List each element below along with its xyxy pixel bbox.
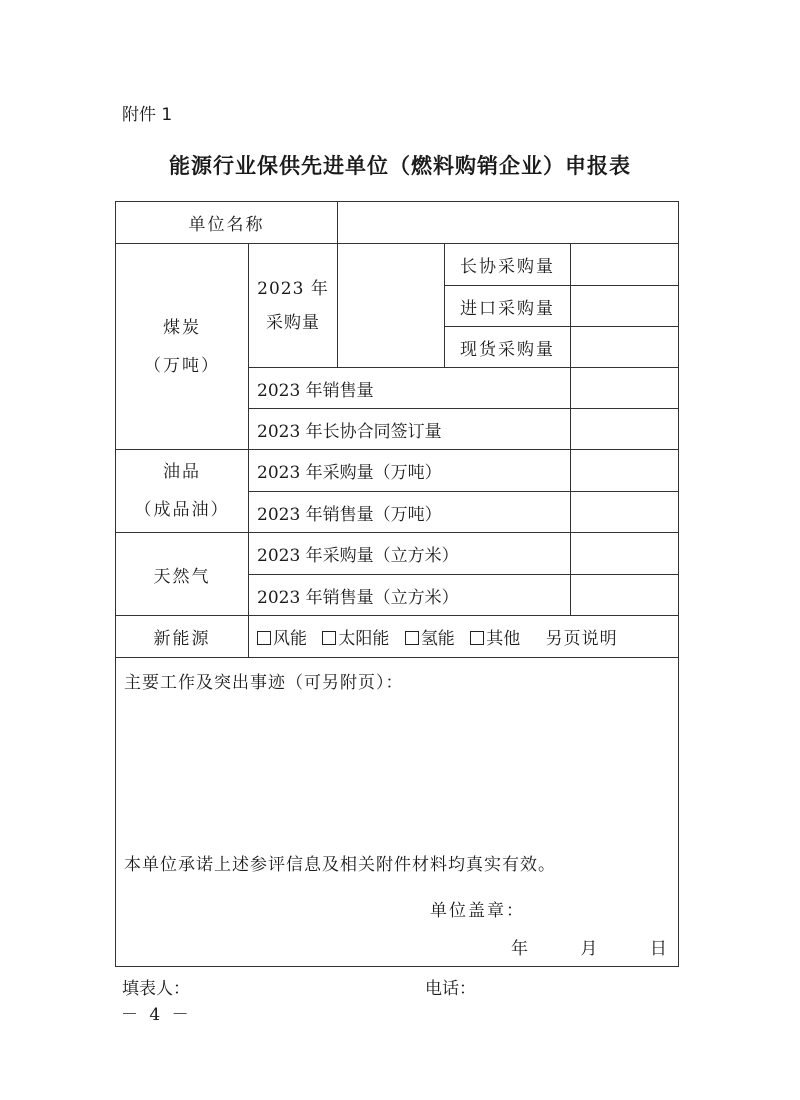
coal-purchase-label: 采购量 [266, 312, 320, 333]
coal-category-cell [116, 244, 249, 450]
coal-purchase-label-cell [249, 244, 338, 368]
solar-checkbox[interactable] [322, 631, 336, 645]
coal-long-term-purchase-label: 长协采购量 [445, 244, 571, 286]
coal-contract-label: 2023 年长协合同签订量 [249, 409, 571, 450]
date-year: 年 [511, 939, 528, 959]
option-wind[interactable] [257, 629, 307, 649]
date-line [511, 934, 667, 959]
gas-purchase-field[interactable] [571, 533, 679, 575]
wind-label: 风能 [273, 629, 307, 649]
solar-label: 太阳能 [338, 629, 390, 649]
unit-name-label: 单位名称 [116, 202, 338, 244]
option-solar[interactable] [322, 629, 389, 649]
coal-import-purchase-field[interactable] [571, 286, 679, 327]
promise-statement: 本单位承诺上述参评信息及相关附件材料均真实有效。 [124, 855, 556, 875]
option-hydrogen[interactable] [405, 629, 455, 649]
new-energy-options [249, 616, 679, 658]
application-form-table [115, 201, 679, 967]
hydrogen-checkbox[interactable] [405, 631, 419, 645]
oil-category-name: 油品 [163, 462, 201, 482]
coal-spot-purchase-field[interactable] [571, 327, 679, 368]
oil-category-unit: （成品油） [134, 500, 230, 520]
coal-category-unit: （万吨） [144, 355, 220, 376]
other-checkbox[interactable] [470, 631, 484, 645]
gas-sales-label: 2023 年销售量（立方米） [249, 575, 571, 616]
coal-spot-purchase-label: 现货采购量 [445, 327, 571, 368]
oil-purchase-label: 2023 年采购量（万吨） [249, 450, 571, 492]
hydrogen-label: 氢能 [420, 629, 455, 649]
oil-sales-field[interactable] [571, 492, 679, 533]
date-month: 月 [580, 939, 598, 959]
coal-import-purchase-label: 进口采购量 [445, 286, 571, 327]
coal-sales-field[interactable] [571, 368, 679, 409]
seal-label: 单位盖章： [430, 901, 525, 921]
gas-purchase-label: 2023 年采购量（立方米） [249, 533, 571, 575]
new-energy-note: 另页说明 [545, 629, 618, 649]
form-title: 能源行业保供先进单位（燃料购销企业）申报表 [169, 154, 631, 178]
oil-purchase-field[interactable] [571, 450, 679, 492]
page-number: － 4 － [121, 1005, 192, 1025]
wind-checkbox[interactable] [257, 631, 271, 645]
unit-name-field[interactable] [338, 202, 679, 244]
other-label: 其他 [486, 629, 521, 649]
gas-category-cell: 天然气 [116, 533, 249, 616]
oil-sales-label: 2023 年销售量（万吨） [249, 492, 571, 533]
coal-contract-field[interactable] [571, 409, 679, 450]
coal-sales-label: 2023 年销售量 [249, 368, 571, 409]
coal-purchase-year: 2023 年 [257, 278, 329, 299]
gas-sales-field[interactable] [571, 575, 679, 616]
attachment-label: 附件 1 [122, 105, 173, 125]
coal-long-term-purchase-field[interactable] [571, 244, 679, 286]
work-label: 主要工作及突出事迹（可另附页）： [124, 673, 404, 693]
filler-label: 填表人： [122, 979, 190, 999]
option-other[interactable] [470, 629, 520, 649]
new-energy-label: 新能源 [116, 616, 249, 658]
phone-label: 电话： [425, 979, 476, 999]
oil-category-cell [116, 450, 249, 533]
work-section[interactable] [116, 658, 679, 967]
coal-category-name: 煤炭 [163, 317, 201, 338]
date-day: 日 [649, 939, 667, 959]
coal-purchase-total-field[interactable] [338, 244, 445, 368]
